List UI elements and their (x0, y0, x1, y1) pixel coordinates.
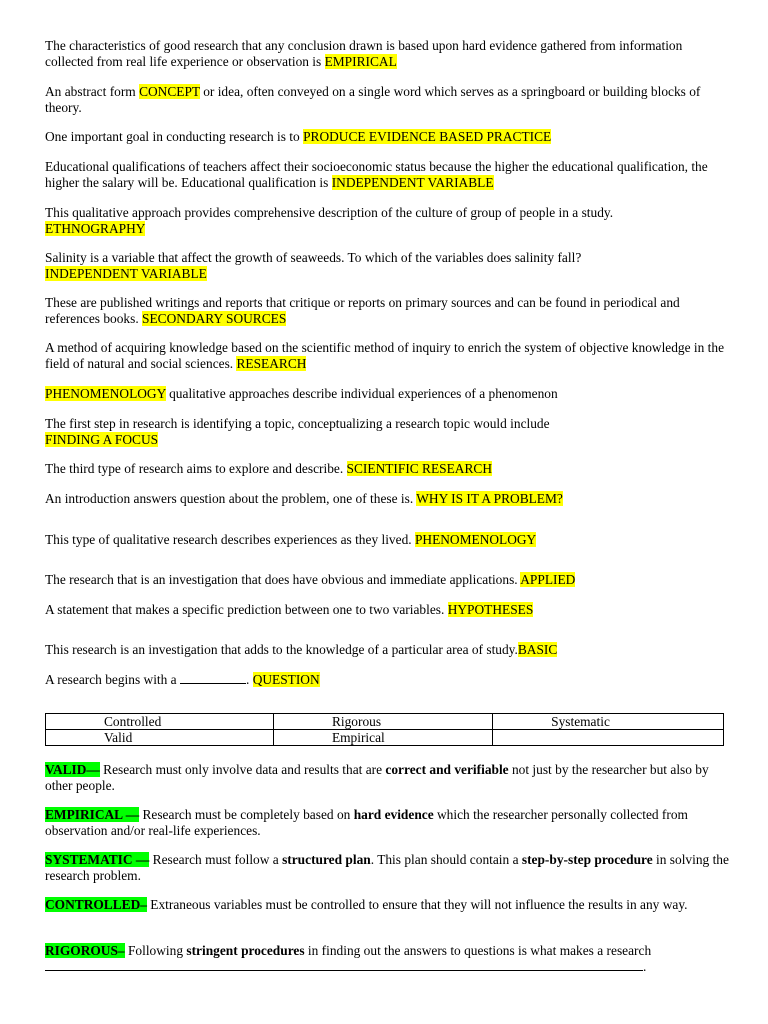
table-cell: Controlled (46, 714, 274, 730)
item-12: An introduction answers question about the problem, one of these is. WHY IS IT A PROBLEM? (45, 491, 563, 506)
term-highlight: SYSTEMATIC –– (45, 852, 150, 867)
answer-highlight: EMPIRICAL (324, 53, 397, 69)
answer-highlight: RESEARCH (236, 355, 307, 371)
item-11: The third type of research aims to explore and describe. SCIENTIFIC RESEARCH (45, 461, 492, 476)
answer-highlight: SECONDARY SOURCES (142, 310, 287, 326)
answer-highlight: PHENOMENOLOGY (414, 532, 537, 547)
definition-empirical: EMPIRICAL — Research must be completely based on hard evidence which the researcher personally collected from observation and/or real-life experiences. (45, 807, 688, 838)
answer-highlight: PRODUCE EVIDENCE BASED PRACTICE (303, 129, 552, 144)
term-highlight: VALID— (45, 762, 100, 777)
definition-rigorous: RIGOROUS– Following stringent procedures in finding out the answers to questions is what makes a research . (45, 943, 652, 974)
answer-highlight: CONCEPT (139, 84, 200, 99)
item-9: PHENOMENOLOGY qualitative approaches describe individual experiences of a phenomenon (45, 386, 558, 401)
table-cell: Rigorous (273, 714, 492, 730)
item-16: This research is an investigation that adds to the knowledge of a particular area of study.BASIC (45, 642, 558, 657)
answer-highlight: WHY IS IT A PROBLEM? (416, 491, 563, 506)
definition-controlled: CONTROLLED– Extraneous variables must be controlled to ensure that they will not influence the results in any way. (45, 897, 688, 912)
item-2: An abstract form CONCEPT or idea, often conveyed on a single word which serves as a springboard or building blocks of theory. (45, 84, 701, 115)
answer-highlight: HYPOTHESES (447, 602, 534, 617)
item-13: This type of qualitative research describes experiences as they lived. PHENOMENOLOGY (45, 532, 537, 547)
table-row (46, 730, 724, 746)
item-10: The first step in research is identifying a topic, conceptualizing a research topic would include FINDING A FOCUS (45, 416, 550, 447)
answer-highlight: PHENOMENOLOGY (45, 386, 166, 401)
answer-highlight: SCIENTIFIC RESEARCH (346, 461, 492, 476)
term-highlight: RIGOROUS– (45, 943, 125, 958)
answer-highlight: APPLIED (520, 572, 576, 587)
table-cell: Empirical (273, 730, 492, 746)
item-7: These are published writings and reports that critique or reports on primary sources and can be found in periodical and references books. SECONDARY SOURCES (45, 295, 680, 326)
item-4: Educational qualifications of teachers affect their socioeconomic status because the higher the educational qualification, the higher the salary will be. Educational qualification is INDEPENDENT VARIABLE (45, 159, 708, 190)
answer-highlight: INDEPENDENT VARIABLE (331, 174, 494, 190)
item-8: A method of acquiring knowledge based on the scientific method of inquiry to enrich the system of objective knowledge in the field of natural and social sciences. RESEARCH (45, 340, 725, 371)
item-14: The research that is an investigation that does have obvious and immediate applications. APPLIED (45, 572, 576, 587)
item-17: A research begins with a . QUESTION (45, 672, 320, 687)
definition-valid: VALID— Research must only involve data and results that are correct and verifiable not just by the researcher but also by other people. (45, 762, 709, 793)
item-3: One important goal in conducting research is to PRODUCE EVIDENCE BASED PRACTICE (45, 129, 552, 144)
fill-in-blank (45, 959, 643, 971)
table-cell (493, 730, 724, 746)
item-1: The characteristics of good research that any conclusion drawn is based upon hard evidence gathered from information collected from real life experience or observation is EMPIRICAL (45, 38, 683, 69)
answer-highlight: BASIC (517, 642, 558, 657)
table-cell: Valid (46, 730, 274, 746)
item-5: This qualitative approach provides comprehensive description of the culture of group of people in a study. ETHNOGRAPHY (45, 205, 614, 236)
term-highlight: CONTROLLED– (45, 897, 147, 912)
fill-in-blank (180, 672, 246, 684)
definition-systematic: SYSTEMATIC –– Research must follow a structured plan. This plan should contain a step-by-step procedure in solving the research problem. (45, 852, 729, 883)
item-15: A statement that makes a specific prediction between one to two variables. HYPOTHESES (45, 602, 534, 617)
answer-highlight: QUESTION (252, 672, 320, 687)
table-cell: Systematic (493, 714, 724, 730)
answer-highlight: ETHNOGRAPHY (45, 220, 146, 236)
item-6: Salinity is a variable that affect the growth of seaweeds. To which of the variables does salinity fall? INDEPENDENT VARIABLE (45, 250, 582, 281)
term-highlight: EMPIRICAL — (45, 807, 140, 822)
answer-highlight: FINDING A FOCUS (45, 431, 159, 447)
characteristics-table (45, 713, 724, 746)
table-row (46, 714, 724, 730)
answer-highlight: INDEPENDENT VARIABLE (45, 265, 207, 281)
